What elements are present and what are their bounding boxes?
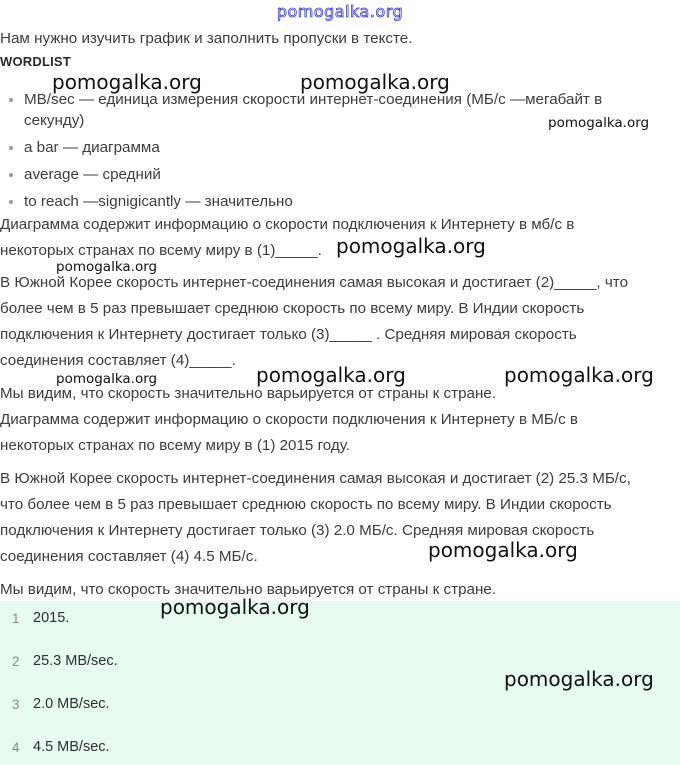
wordlist-item-text: average — средний xyxy=(24,166,161,183)
watermark: pomogalka.org xyxy=(504,363,654,387)
watermark: pomogalka.org xyxy=(548,115,650,131)
task-line: Диаграмма содержит информацию о скорости подключения к Интернету в мб/с в xyxy=(0,216,575,233)
wordlist-item-text: MB/sec — единица измерения скорости интернет-соединения (МБ/с —мегабайт в xyxy=(24,91,603,108)
wordlist-item-text-cont: секунду) xyxy=(24,112,85,129)
answer-line: некоторых странах по всему миру в (1) 2015 году. xyxy=(0,437,351,454)
task-line: некоторых странах по всему миру в (1)_____. xyxy=(0,242,322,259)
intro-text: Нам нужно изучить график и заполнить пропуски в тексте. xyxy=(0,30,413,47)
watermark: pomogalka.org xyxy=(300,70,450,94)
task-line: более чем в 5 раз превышает среднюю скорость по всему миру. В Индии скорость xyxy=(0,300,585,317)
answer-value: 2.0 MB/sec. xyxy=(33,696,110,712)
answer-line: подключения к Интернету достигает только (3) 2.0 МБ/с. Средняя мировая скорость xyxy=(0,522,595,539)
task-line: соединения составляет (4)_____. xyxy=(0,352,236,369)
answer-number: 2 xyxy=(12,654,20,669)
wordlist xyxy=(8,89,602,212)
wordlist-item xyxy=(8,89,602,131)
watermark: pomogalka.org xyxy=(256,363,406,387)
answer-line: Мы видим, что скорость значительно варьируется от страны к стране. xyxy=(0,581,497,598)
watermark: pomogalka.org xyxy=(56,371,158,387)
answer-number: 4 xyxy=(12,740,20,755)
wordlist-title: WORDLIST xyxy=(0,54,71,69)
watermark: pomogalka.org xyxy=(56,259,158,275)
answer-value: 25.3 MB/sec. xyxy=(33,653,118,669)
wordlist-item xyxy=(8,164,602,185)
answer-number: 3 xyxy=(12,697,20,712)
watermark: pomogalka.org xyxy=(504,667,654,691)
answer-line: что более чем в 5 раз превышает среднюю скорость по всему миру. В Индии скорость xyxy=(0,496,612,513)
task-line: В Южной Корее скорость интернет-соединения самая высокая и достигает (2)_____, что xyxy=(0,274,629,291)
answer-line: В Южной Корее скорость интернет-соединения самая высокая и достигает (2) 25.3 МБ/с, xyxy=(0,470,631,487)
answer-line: Диаграмма содержит информацию о скорости подключения к Интернету в МБ/с в xyxy=(0,411,578,428)
task-line: Мы видим, что скорость значительно варьируется от страны к стране. xyxy=(0,385,497,402)
wordlist-item xyxy=(8,137,602,158)
answer-line: соединения составляет (4) 4.5 МБ/с. xyxy=(0,548,258,565)
answer-value: 4.5 MB/sec. xyxy=(33,739,110,755)
watermark: pomogalka.org xyxy=(336,234,486,258)
watermark: pomogalka.org xyxy=(428,538,578,562)
wordlist-item xyxy=(8,191,602,212)
answer-value: 2015. xyxy=(33,610,70,626)
wordlist-item-text: a bar — диаграмма xyxy=(24,139,160,156)
watermark: pomogalka.org xyxy=(52,70,202,94)
top-watermark: pomogalka.org xyxy=(276,2,404,21)
watermark: pomogalka.org xyxy=(160,595,310,619)
wordlist-item-text: to reach —signigicantly — значительно xyxy=(24,193,293,210)
answer-number: 1 xyxy=(12,611,20,626)
task-line: подключения к Интернету достигает только (3)_____ . Средняя мировая скорость xyxy=(0,326,577,343)
